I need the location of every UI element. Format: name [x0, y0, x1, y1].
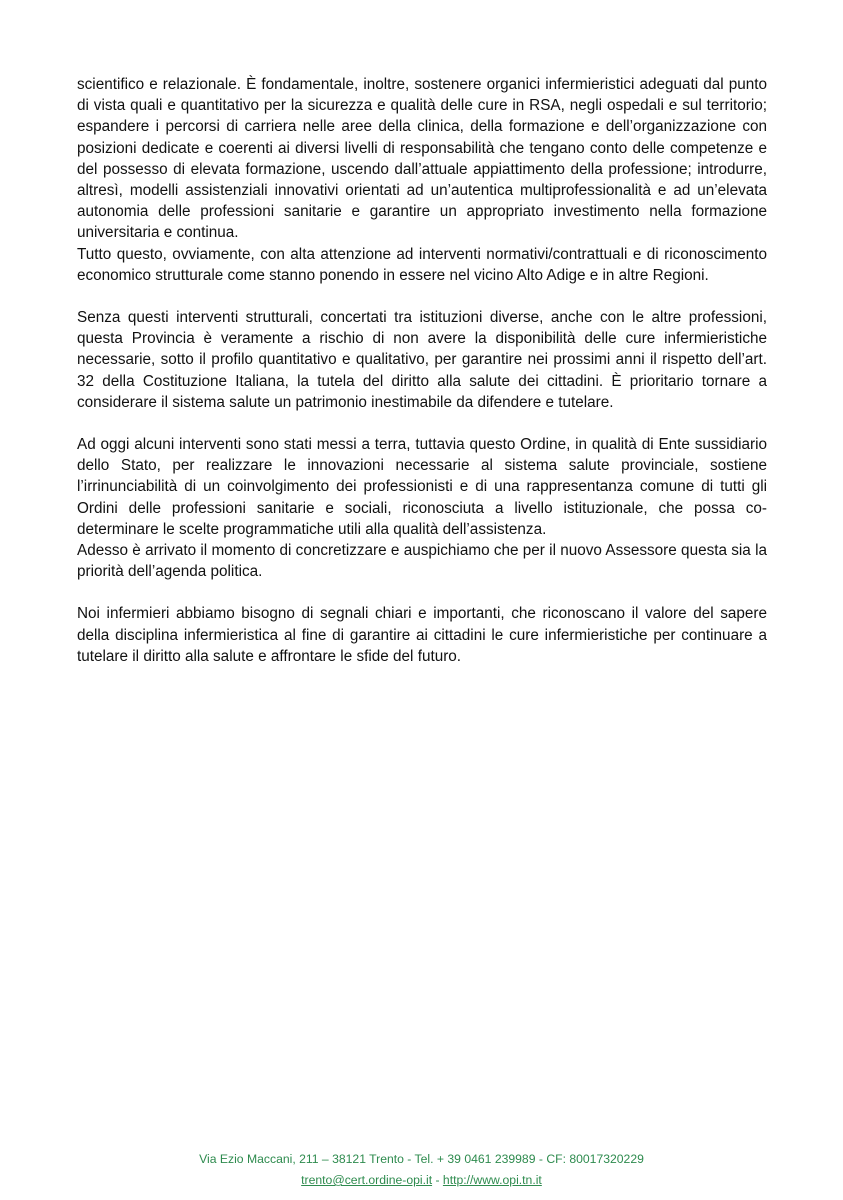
- paragraph-2: Tutto questo, ovviamente, con alta attenzione ad interventi normativi/contrattuali e di riconoscimento economico strutturale come stanno ponendo in essere nel vicino Alto Adige e in altre Regioni.: [77, 245, 767, 284]
- paragraph-6: Noi infermieri abbiamo bisogno di segnali chiari e importanti, che riconoscano il valore del sapere della disciplina infermieristica al fine di garantire ai cittadini le cure infermieristiche per continuare a tutelare il diritto alla salute e affrontare le sfide del futuro.: [77, 605, 767, 665]
- footer-website-link[interactable]: http://www.opi.tn.it: [442, 1173, 542, 1187]
- paragraph-1: scientifico e relazionale. È fondamentale, inoltre, sostenere organici infermieristici adeguati dal punto di vista quali e quantitativo per la sicurezza e qualità delle cure in RSA, negli ospedali e sul territorio; espandere i percorsi di carriera nelle aree della clinica, della formazione e dell’organizzazione con posizioni dedicate e coerenti ai diversi livelli di responsabilità che tengano conto delle competenze e del possesso di elevata formazione, uscendo dall’attuale appiattimento della professione; introdurre, altresì, modelli assistenziali innovativi orientati ad un’autentica multiprofessionalità e ad un’elevata autonomia delle professioni sanitarie e garantire un appropriato investimento nella formazione universitaria e continua.: [77, 76, 767, 242]
- paragraph-3: Senza questi interventi strutturali, concertati tra istituzioni diverse, anche con le altre professioni, questa Provincia è veramente a rischio di non avere la disponibilità delle cure infermieristiche necessarie, sotto il profilo quantitativo e qualitativo, per garantire nei prossimi anni il rispetto dell’art. 32 della Costituzione Italiana, la tutela del diritto alla salute dei cittadini. È prioritario tornare a considerare il sistema salute un patrimonio inestimabile da difendere e tutelare.: [77, 309, 767, 411]
- footer-contacts: [0, 1170, 843, 1191]
- footer-separator: -: [432, 1173, 443, 1187]
- page-footer: [0, 1149, 843, 1191]
- footer-address: Via Ezio Maccani, 211 – 38121 Trento - Tel. + 39 0461 239989 - CF: 80017320229: [199, 1152, 644, 1166]
- paragraph-4: Ad oggi alcuni interventi sono stati messi a terra, tuttavia questo Ordine, in qualità di Ente sussidiario dello Stato, per realizzare le innovazioni necessarie al sistema salute provinciale, sostiene l’irrinunciabilità di un coinvolgimento dei professionisti e di una rappresentanza comune di tutti gli Ordini delle professioni sanitarie e sociali, riconosciuta a livello istituzionale, che possa co-determinare le scelte programmatiche utili alla qualità dell’assistenza.: [77, 436, 767, 538]
- document-body: [77, 74, 767, 667]
- paragraph-5: Adesso è arrivato il momento di concretizzare e auspichiamo che per il nuovo Assessore questa sia la priorità dell’agenda politica.: [77, 542, 767, 581]
- footer-email-link[interactable]: trento@cert.ordine-opi.it: [301, 1173, 433, 1187]
